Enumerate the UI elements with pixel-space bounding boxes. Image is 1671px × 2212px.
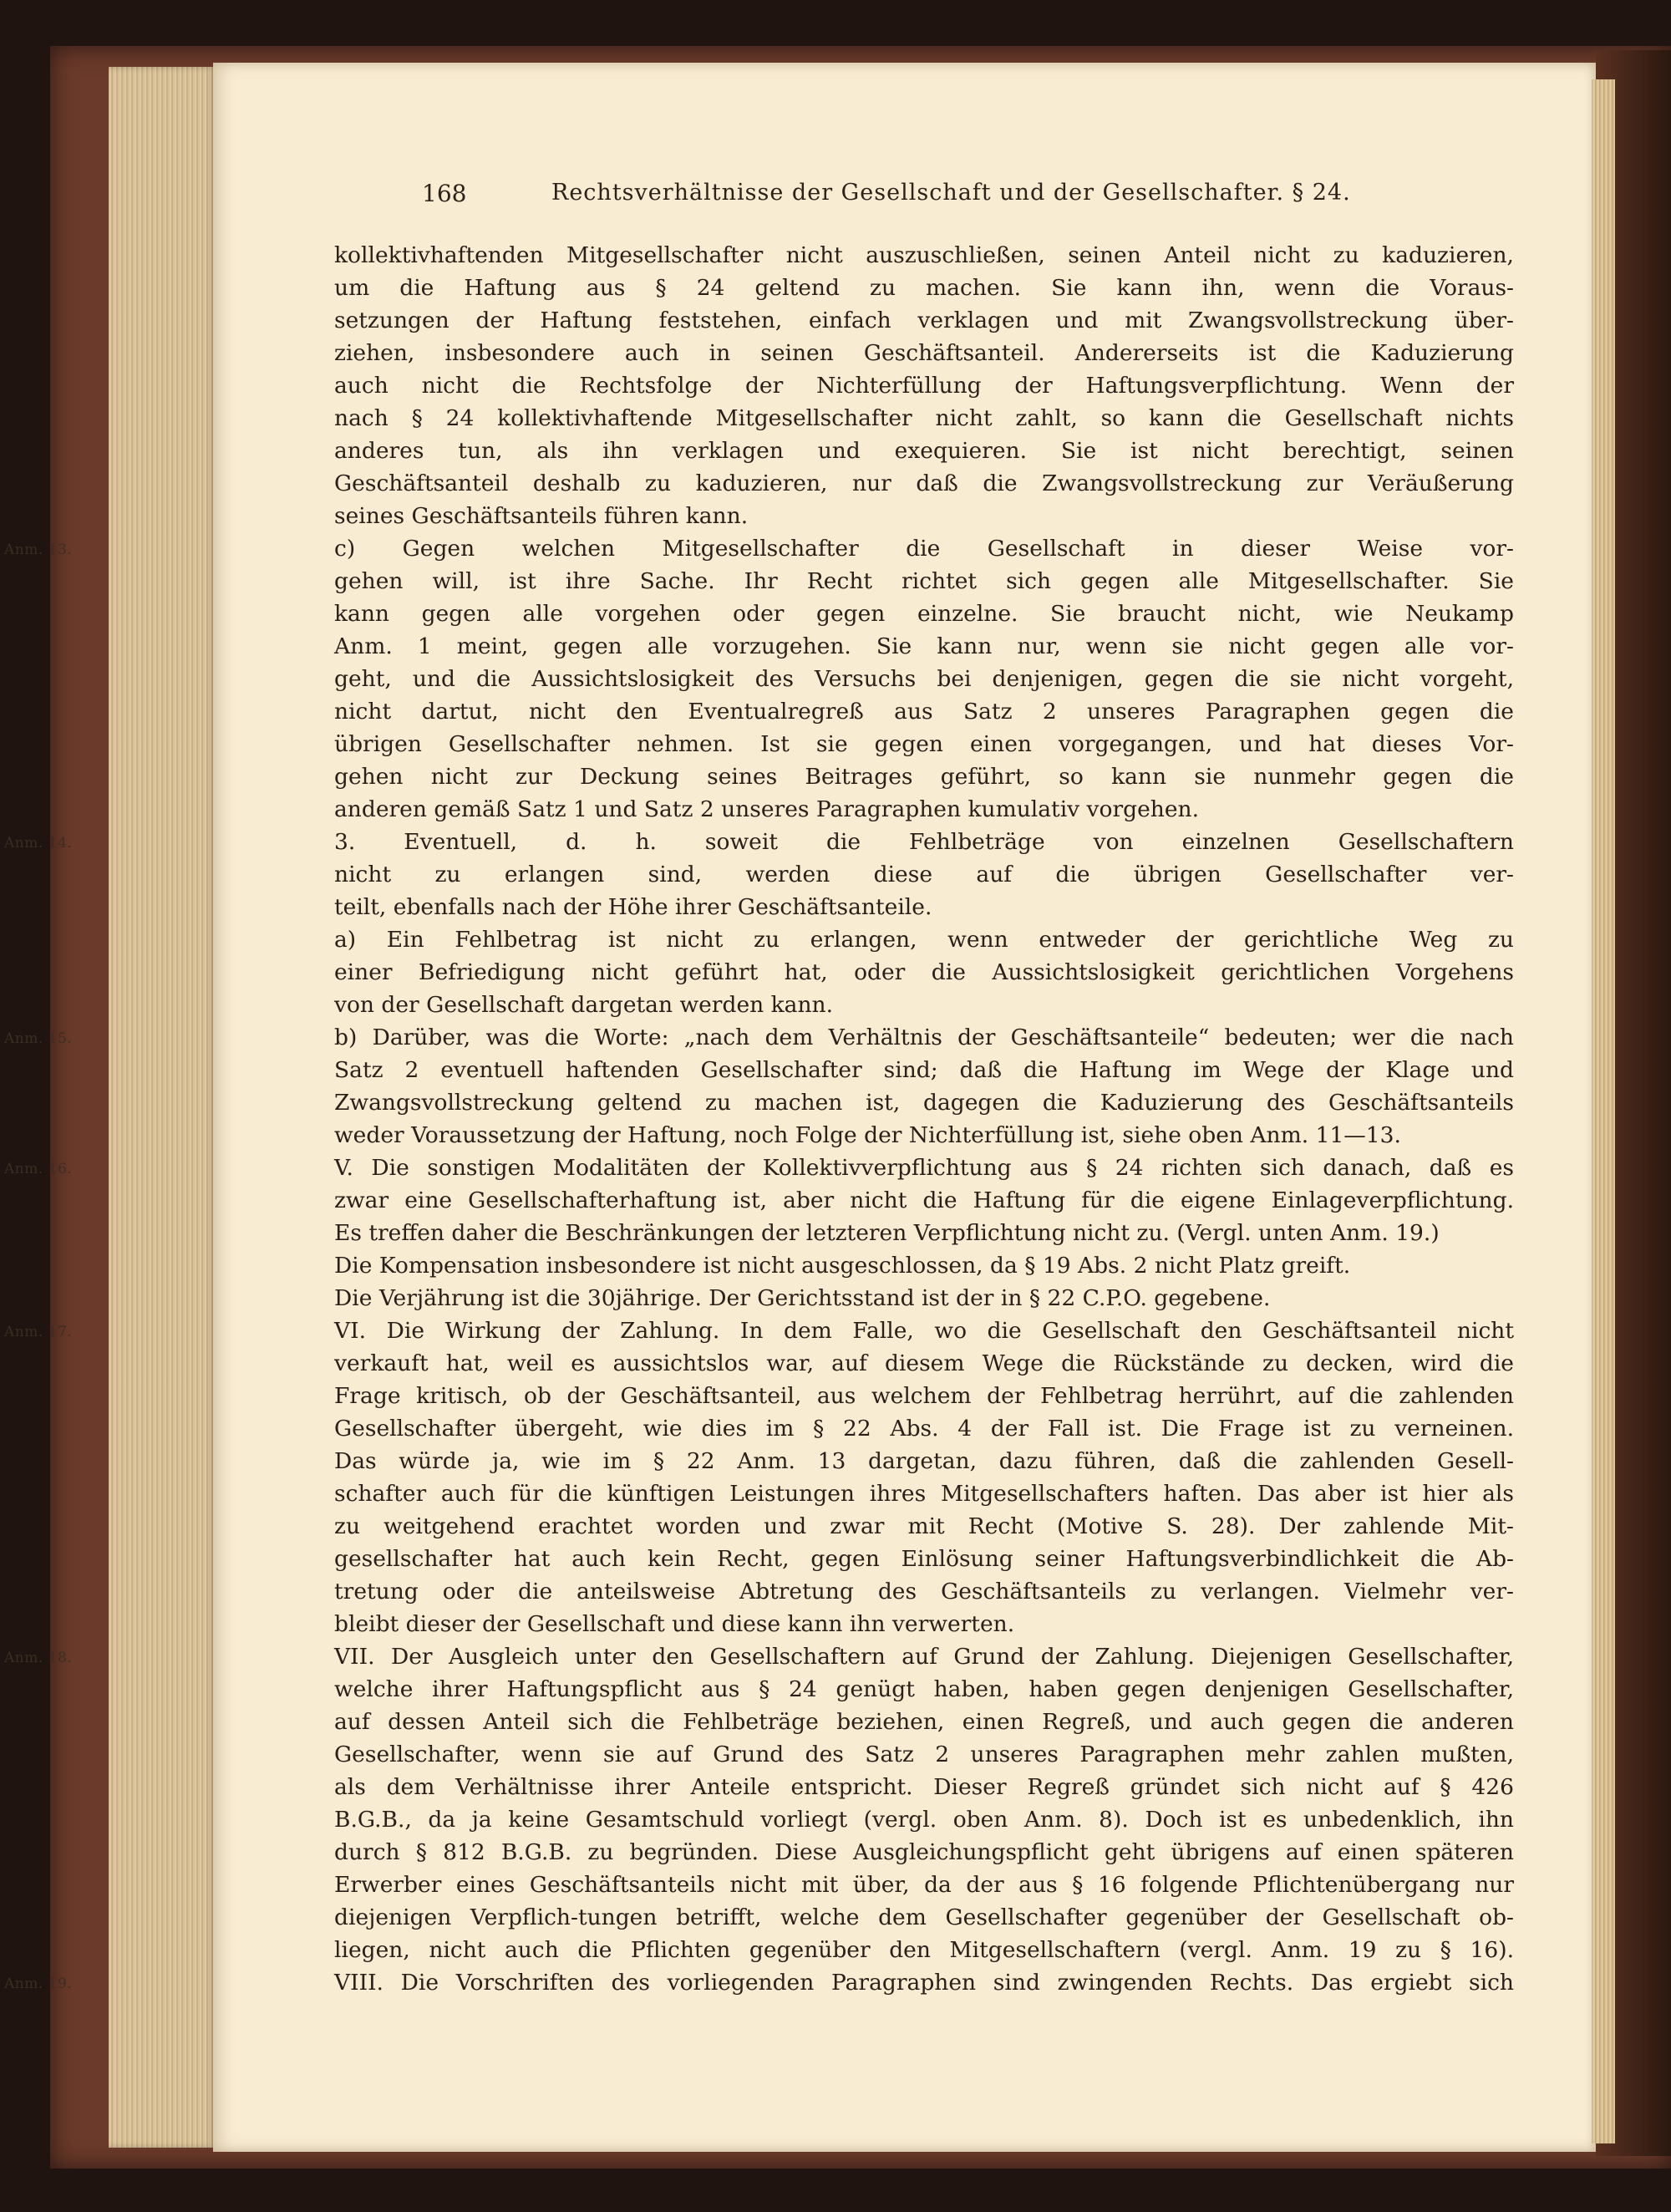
text-line <box>334 1673 1514 1706</box>
line-text: durch § 812 B.G.B. zu begründen. Diese Ausgleichungspflicht geht übrigens auf einen späteren <box>334 1839 1514 1865</box>
line-text: nach § 24 kollektivhaftende Mitgesellschafter nicht zahlt, so kann die Gesellschaft nichts <box>334 405 1514 431</box>
text-line <box>334 402 1514 435</box>
line-text: bleibt dieser der Gesellschaft und diese kann ihn verwerten. <box>334 1611 1015 1637</box>
line-text: Frage kritisch, ob der Geschäftsanteil, aus welchem der Fehlbetrag herrührt, auf die zahlenden <box>334 1383 1514 1409</box>
line-text: von der Gesellschaft dargetan werden kann. <box>334 992 834 1018</box>
line-text: gehen will, ist ihre Sache. Ihr Recht richtet sich gegen alle Mitgesellschafter. Sie <box>334 568 1514 594</box>
line-text: diejenigen Verpflich-tungen betrifft, welche dem Gesellschafter gegenüber der Gesellschaft ob- <box>334 1904 1514 1930</box>
margin-note: Anm. 18. <box>4 1650 73 1666</box>
text-line <box>334 304 1514 337</box>
line-text: als dem Verhältnisse ihrer Anteile entspricht. Dieser Regreß gründet sich nicht auf § 426 <box>334 1774 1514 1800</box>
line-text: VIII. Die Vorschriften des vorliegenden Paragraphen sind zwingenden Rechts. Das ergiebt sich <box>334 1970 1514 1996</box>
line-text: c) Gegen welchen Mitgesellschafter die Gesellschaft in dieser Weise vor- <box>334 536 1514 562</box>
page-header <box>0 180 1671 213</box>
text-line <box>334 1477 1514 1510</box>
text-line <box>334 272 1514 304</box>
line-text: VI. Die Wirkung der Zahlung. In dem Falle, wo die Gesellschaft den Geschäftsanteil nicht <box>334 1318 1514 1344</box>
text-line <box>334 1347 1514 1380</box>
right-page-edge <box>1592 79 1615 2143</box>
text-line <box>334 1119 1514 1152</box>
line-text: übrigen Gesellschafter nehmen. Ist sie gegen einen vorgegangen, und hat dieses Vor- <box>334 731 1514 757</box>
text-line <box>334 1706 1514 1738</box>
text-line <box>334 793 1514 826</box>
line-text: VII. Der Ausgleich unter den Gesellschaftern auf Grund der Zahlung. Diejenigen Gesellschafter, <box>334 1644 1514 1670</box>
text-line <box>334 1510 1514 1543</box>
text-line <box>334 1738 1514 1771</box>
line-text: zu weitgehend erachtet worden und zwar mit Recht (Motive S. 28). Der zahlende Mit- <box>334 1513 1514 1539</box>
text-line <box>334 1249 1514 1282</box>
margin-note: Anm. 14. <box>4 835 73 852</box>
text-line <box>334 1282 1514 1314</box>
line-text: Die Kompensation insbesondere ist nicht ausgeschlossen, da § 19 Abs. 2 nicht Platz greift. <box>334 1253 1351 1279</box>
text-line <box>334 956 1514 989</box>
line-text: auf dessen Anteil sich die Fehlbeträge beziehen, einen Regreß, und auch gegen die anderen <box>334 1709 1514 1735</box>
text-line <box>334 1608 1514 1640</box>
line-text: ziehen, insbesondere auch in seinen Geschäftsanteil. Andererseits ist die Kaduzierung <box>334 340 1514 366</box>
margin-note: Anm. 13. <box>4 542 73 558</box>
line-text: b) Darüber, was die Worte: „nach dem Verhältnis der Geschäftsanteile“ bedeuten; wer die nach <box>334 1025 1514 1050</box>
line-text: anderen gemäß Satz 1 und Satz 2 unseres Paragraphen kumulativ vorgehen. <box>334 796 1200 822</box>
page-number: 168 <box>422 180 467 207</box>
margin-note: Anm. 19. <box>4 1976 73 1992</box>
line-text: Es treffen daher die Beschränkungen der letzteren Verpflichtung nicht zu. (Vergl. unten Anm. 19.) <box>334 1220 1440 1246</box>
line-text: Erwerber eines Geschäftsanteils nicht mit über, da der aus § 16 folgende Pflichtenübergang nur <box>334 1872 1514 1898</box>
text-line <box>334 565 1514 597</box>
text-line <box>334 467 1514 500</box>
line-text: kann gegen alle vorgehen oder gegen einzelne. Sie braucht nicht, wie Neukamp <box>334 601 1514 627</box>
text-line <box>4 1152 1514 1184</box>
line-text: Geschäftsanteil deshalb zu kaduzieren, nur daß die Zwangsvollstreckung zur Veräußerung <box>334 470 1514 496</box>
body-text <box>4 239 1514 1999</box>
text-line <box>4 1314 1514 1347</box>
text-line <box>334 500 1514 532</box>
text-line <box>334 1934 1514 1966</box>
line-text: schafter auch für die künftigen Leistungen ihres Mitgesellschafters haften. Das aber ist hier als <box>334 1481 1514 1507</box>
line-text: seines Geschäftsanteils führen kann. <box>334 503 749 529</box>
line-text: Zwangsvollstreckung geltend zu machen ist, dagegen die Kaduzierung des Geschäftsanteils <box>334 1090 1514 1116</box>
line-text: Die Verjährung ist die 30jährige. Der Gerichtsstand ist der in § 22 C.P.O. gegebene. <box>334 1285 1271 1311</box>
text-line <box>334 630 1514 663</box>
text-line <box>334 695 1514 728</box>
line-text: kollektivhaftenden Mitgesellschafter nicht auszuschließen, seinen Anteil nicht zu kaduzieren, <box>334 242 1514 268</box>
line-text: Anm. 1 meint, gegen alle vorzugehen. Sie kann nur, wenn sie nicht gegen alle vor- <box>334 633 1514 659</box>
text-line <box>334 1412 1514 1445</box>
line-text: gesellschafter hat auch kein Recht, gegen Einlösung seiner Haftungsverbindlichkeit die Ab- <box>334 1546 1514 1572</box>
line-text: teilt, ebenfalls nach der Höhe ihrer Geschäftsanteile. <box>334 894 932 920</box>
line-text: anderes tun, als ihn verklagen und exequieren. Sie ist nicht berechtigt, seinen <box>334 438 1514 464</box>
line-text: auch nicht die Rechtsfolge der Nichterfüllung der Haftungsverpflichtung. Wenn der <box>334 373 1514 399</box>
line-text: geht, und die Aussichtslosigkeit des Versuchs bei denjenigen, gegen die sie nicht vorgeht, <box>334 666 1514 692</box>
line-text: einer Befriedigung nicht geführt hat, oder die Aussichtslosigkeit gerichtlichen Vorgehens <box>334 959 1514 985</box>
line-text: weder Voraussetzung der Haftung, noch Folge der Nichterfüllung ist, siehe oben Anm. 11—13. <box>334 1122 1401 1148</box>
text-line <box>334 728 1514 760</box>
text-line <box>334 760 1514 793</box>
line-text: um die Haftung aus § 24 geltend zu machen. Sie kann ihn, wenn die Voraus- <box>334 275 1514 301</box>
text-line <box>334 1543 1514 1575</box>
text-line <box>334 1086 1514 1119</box>
text-line <box>334 1771 1514 1803</box>
line-text: B.G.B., da ja keine Gesamtschuld vorliegt (vergl. oben Anm. 8). Doch ist es unbedenklich, ihn <box>334 1807 1514 1833</box>
text-line <box>4 1021 1514 1054</box>
text-line <box>334 923 1514 956</box>
text-line <box>4 532 1514 565</box>
line-text: Satz 2 eventuell haftenden Gesellschafter sind; daß die Haftung im Wege der Klage und <box>334 1057 1514 1083</box>
line-text: a) Ein Fehlbetrag ist nicht zu erlangen, wenn entweder der gerichtliche Weg zu <box>334 927 1514 953</box>
line-text: Das würde ja, wie im § 22 Anm. 13 dargetan, dazu führen, daß die zahlenden Gesell- <box>334 1448 1514 1474</box>
text-line <box>334 239 1514 272</box>
text-line <box>4 826 1514 858</box>
text-line <box>334 663 1514 695</box>
line-text: setzungen der Haftung feststehen, einfach verklagen und mit Zwangsvollstreckung über- <box>334 308 1514 333</box>
line-text: nicht zu erlangen sind, werden diese auf die übrigen Gesellschafter ver- <box>334 862 1514 887</box>
line-text: 3. Eventuell, d. h. soweit die Fehlbeträge von einzelnen Gesellschaftern <box>334 829 1514 855</box>
line-text: zwar eine Gesellschafterhaftung ist, aber nicht die Haftung für die eigene Einlageverpflichtung. <box>334 1187 1514 1213</box>
text-line <box>334 1217 1514 1249</box>
text-line <box>334 369 1514 402</box>
margin-note: Anm. 16. <box>4 1161 73 1177</box>
text-line <box>334 1054 1514 1086</box>
text-line <box>334 1575 1514 1608</box>
text-line <box>334 891 1514 923</box>
running-title: Rechtsverhältnisse der Gesellschaft und der Gesellschafter. § 24. <box>551 180 1351 206</box>
text-line <box>4 1640 1514 1673</box>
line-text: V. Die sonstigen Modalitäten der Kollektivverpflichtung aus § 24 richten sich danach, daß es <box>334 1155 1514 1181</box>
line-text: nicht dartut, nicht den Eventualregreß aus Satz 2 unseres Paragraphen gegen die <box>334 699 1514 725</box>
line-text: gehen nicht zur Deckung seines Beitrages geführt, so kann sie nunmehr gegen die <box>334 764 1514 790</box>
line-text: verkauft hat, weil es aussichtslos war, auf diesem Wege die Rückstände zu decken, wird die <box>334 1350 1514 1376</box>
text-line <box>4 1966 1514 1999</box>
margin-note: Anm. 15. <box>4 1030 73 1047</box>
line-text: tretung oder die anteilsweise Abtretung des Geschäftsanteils zu verlangen. Vielmehr ver- <box>334 1579 1514 1604</box>
page-edges <box>109 67 217 2148</box>
text-line <box>334 1869 1514 1901</box>
margin-note: Anm. 17. <box>4 1324 73 1340</box>
text-line <box>334 1901 1514 1934</box>
line-text: Gesellschafter, wenn sie auf Grund des Satz 2 unseres Paragraphen mehr zahlen mußten, <box>334 1742 1514 1767</box>
text-line <box>334 1445 1514 1477</box>
text-line <box>334 1184 1514 1217</box>
text-line <box>334 597 1514 630</box>
text-line <box>334 435 1514 467</box>
text-line <box>334 1380 1514 1412</box>
line-text: welche ihrer Haftungspflicht aus § 24 genügt haben, haben gegen denjenigen Gesellschafter, <box>334 1676 1514 1702</box>
line-text: Gesellschafter übergeht, wie dies im § 22 Abs. 4 der Fall ist. Die Frage ist zu verneinen. <box>334 1416 1514 1442</box>
text-line <box>334 858 1514 891</box>
line-text: liegen, nicht auch die Pflichten gegenüber den Mitgesellschaftern (vergl. Anm. 19 zu § 16). <box>334 1937 1514 1963</box>
text-line <box>334 1836 1514 1869</box>
text-line <box>334 337 1514 369</box>
text-line <box>334 989 1514 1021</box>
text-line <box>334 1803 1514 1836</box>
